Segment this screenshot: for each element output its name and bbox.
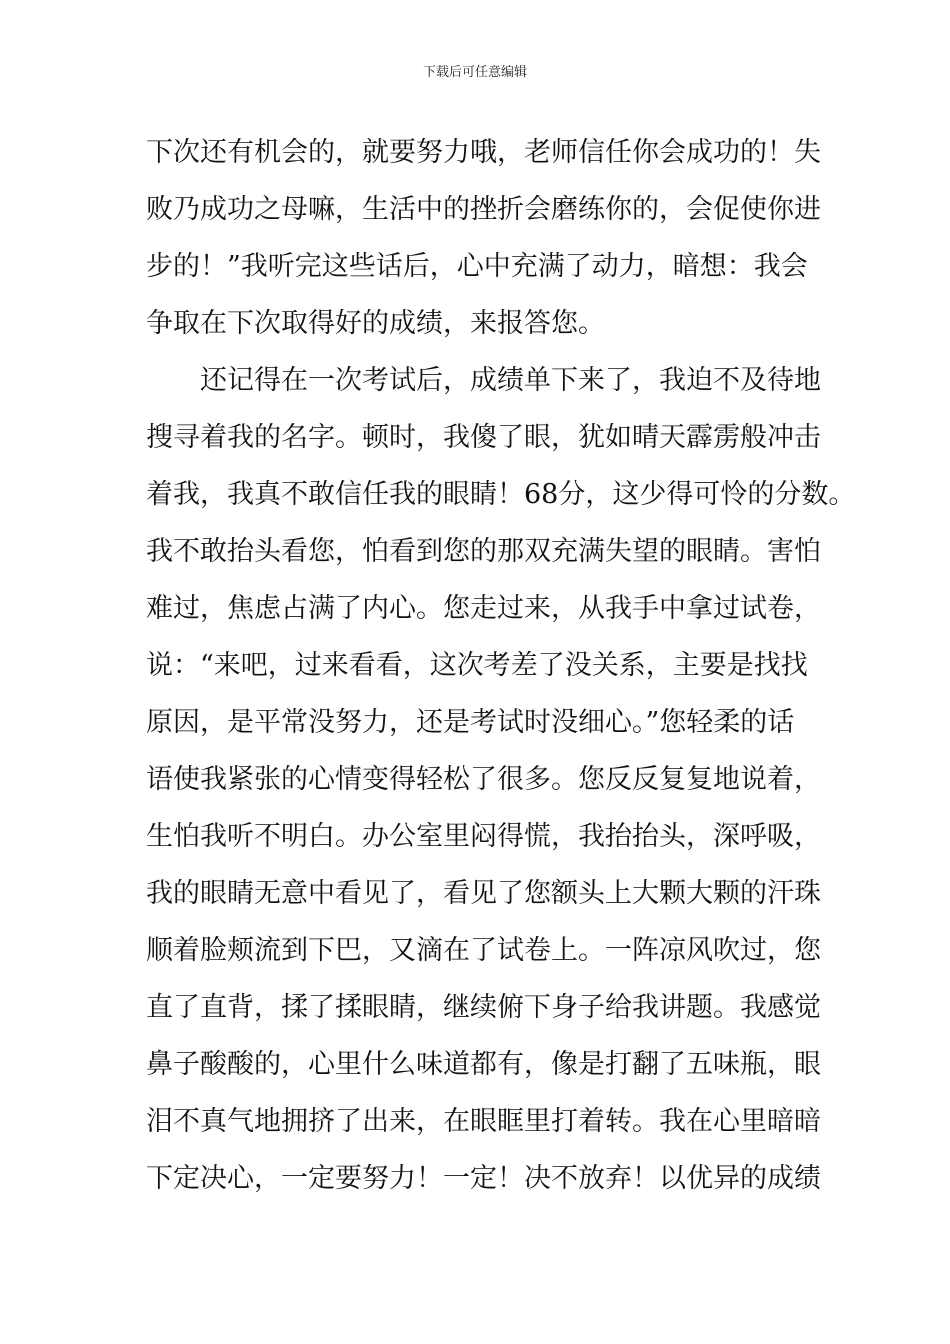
text-line: 生怕我听不明白。办公室里闷得慌，我抬抬头，深呼吸， (146, 821, 821, 852)
text-line: 顺着脸颊流到下巴，又滴在了试卷上。一阵凉风吹过，您 (146, 935, 821, 966)
text-line: 争取在下次取得好的成绩，来报答您。 (146, 308, 605, 339)
text-line: 鼻子酸酸的，心里什么味道都有，像是打翻了五味瓶，眼 (146, 1049, 821, 1080)
text-line: 步的！”我听完这些话后，心中充满了动力，暗想：我会 (146, 251, 808, 282)
text-line: 着我，我真不敢信任我的眼睛！68分，这少得可怜的分数。 (146, 479, 856, 510)
document-body (146, 124, 856, 1207)
text-line: 说：“来吧，过来看看，这次考差了没关系，主要是找找 (146, 650, 808, 681)
text-line: 下定决心，一定要努力！一定！决不放弃！以优异的成绩 (146, 1163, 821, 1194)
text-line: 我的眼睛无意中看见了，看见了您额头上大颗大颗的汗珠 (146, 878, 821, 909)
text-line: 搜寻着我的名字。顿时，我傻了眼，犹如晴天霹雳般冲击 (146, 422, 821, 453)
text-line: 难过，焦虑占满了内心。您走过来，从我手中拿过试卷， (146, 593, 821, 624)
text-line: 下次还有机会的，就要努力哦，老师信任你会成功的！失 (146, 137, 821, 168)
text-line: 败乃成功之母嘛，生活中的挫折会磨练你的，会促使你进 (146, 194, 821, 225)
text-line: 直了直背，揉了揉眼睛，继续俯下身子给我讲题。我感觉 (146, 992, 821, 1023)
text-line: 泪不真气地拥挤了出来，在眼眶里打着转。我在心里暗暗 (146, 1106, 821, 1137)
text-line: 语使我紧张的心情变得轻松了很多。您反反复复地说着， (146, 764, 821, 795)
text-line: 我不敢抬头看您，怕看到您的那双充满失望的眼睛。害怕 (146, 536, 821, 567)
text-line: 原因，是平常没努力，还是考试时没细心。”您轻柔的话 (146, 707, 795, 738)
paragraph-first-line: 还记得在一次考试后，成绩单下来了，我迫不及待地 (200, 365, 821, 396)
page-header: 下载后可任意编辑 (422, 65, 527, 80)
